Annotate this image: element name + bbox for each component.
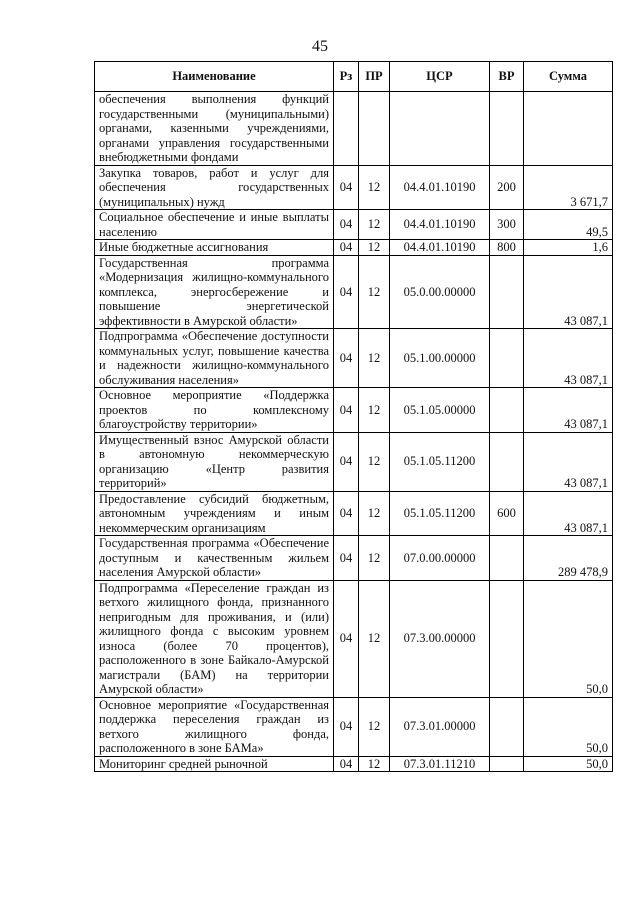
cell-rz: 04 bbox=[334, 491, 359, 536]
column-header-vr: ВР bbox=[490, 62, 524, 92]
table-row bbox=[95, 697, 613, 756]
cell-name: Государственная программа «Обеспечение доступным и качественным жильем населения Амурской области» bbox=[95, 536, 334, 581]
cell-name: Подпрограмма «Переселение граждан из ветхого жилищного фонда, признанного непригодным для проживания, и (или) жилищного фонда с высоким уровнем износа (более 70 процентов), расположенного в зоне Байкало-Амурской магистрали (БАМ) на территории Амурской области» bbox=[95, 580, 334, 697]
cell-vr: 800 bbox=[490, 240, 524, 256]
cell-rz: 04 bbox=[334, 580, 359, 697]
column-header-rz: Рз bbox=[334, 62, 359, 92]
table-row bbox=[95, 165, 613, 210]
cell-csr: 04.4.01.10190 bbox=[390, 240, 490, 256]
cell-sum: 43 087,1 bbox=[524, 491, 613, 536]
cell-vr bbox=[490, 388, 524, 433]
cell-name: Мониторинг средней рыночной bbox=[95, 756, 334, 772]
cell-pr: 12 bbox=[359, 210, 390, 240]
table-row bbox=[95, 536, 613, 581]
table-row bbox=[95, 210, 613, 240]
cell-csr: 07.3.01.11210 bbox=[390, 756, 490, 772]
table-row bbox=[95, 92, 613, 166]
cell-sum: 43 087,1 bbox=[524, 388, 613, 433]
cell-csr: 05.1.00.00000 bbox=[390, 329, 490, 388]
cell-rz: 04 bbox=[334, 756, 359, 772]
cell-vr bbox=[490, 697, 524, 756]
table-header-row bbox=[95, 62, 613, 92]
cell-pr: 12 bbox=[359, 388, 390, 433]
cell-sum: 43 087,1 bbox=[524, 255, 613, 329]
table-row bbox=[95, 240, 613, 256]
cell-sum: 43 087,1 bbox=[524, 329, 613, 388]
cell-csr: 04.4.01.10190 bbox=[390, 165, 490, 210]
column-header-csr: ЦСР bbox=[390, 62, 490, 92]
cell-name: Государственная программа «Модернизация жилищно-коммунального комплекса, энергосбережение и повышение энергетической эффективности в Амурской области» bbox=[95, 255, 334, 329]
cell-vr bbox=[490, 536, 524, 581]
cell-csr: 05.1.05.11200 bbox=[390, 432, 490, 491]
cell-pr: 12 bbox=[359, 240, 390, 256]
cell-csr: 07.0.00.00000 bbox=[390, 536, 490, 581]
cell-pr: 12 bbox=[359, 580, 390, 697]
cell-pr: 12 bbox=[359, 536, 390, 581]
cell-vr bbox=[490, 432, 524, 491]
cell-sum: 1,6 bbox=[524, 240, 613, 256]
cell-vr bbox=[490, 329, 524, 388]
cell-vr bbox=[490, 580, 524, 697]
cell-rz: 04 bbox=[334, 255, 359, 329]
cell-sum: 49,5 bbox=[524, 210, 613, 240]
cell-vr: 200 bbox=[490, 165, 524, 210]
cell-name: Иные бюджетные ассигнования bbox=[95, 240, 334, 256]
cell-sum: 289 478,9 bbox=[524, 536, 613, 581]
budget-table bbox=[94, 61, 613, 772]
cell-vr: 300 bbox=[490, 210, 524, 240]
cell-name: обеспечения выполнения функций государственными (муниципальными) органами, казенными учреждениями, органами управления государственными внебюджетными фондами bbox=[95, 92, 334, 166]
cell-csr: 07.3.00.00000 bbox=[390, 580, 490, 697]
cell-rz: 04 bbox=[334, 432, 359, 491]
cell-rz bbox=[334, 92, 359, 166]
table-row bbox=[95, 580, 613, 697]
cell-rz: 04 bbox=[334, 240, 359, 256]
cell-pr: 12 bbox=[359, 329, 390, 388]
cell-name: Предоставление субсидий бюджетным, автономным учреждениям и иным некоммерческим организациям bbox=[95, 491, 334, 536]
cell-sum: 50,0 bbox=[524, 580, 613, 697]
cell-csr: 07.3.01.00000 bbox=[390, 697, 490, 756]
cell-sum: 50,0 bbox=[524, 697, 613, 756]
cell-rz: 04 bbox=[334, 388, 359, 433]
cell-sum: 43 087,1 bbox=[524, 432, 613, 491]
cell-vr: 600 bbox=[490, 491, 524, 536]
table-row bbox=[95, 432, 613, 491]
page-number: 45 bbox=[312, 38, 328, 55]
cell-vr bbox=[490, 255, 524, 329]
table-row bbox=[95, 388, 613, 433]
cell-name: Основное мероприятие «Государственная поддержка переселения граждан из ветхого жилищного фонда, расположенного в зоне БАМа» bbox=[95, 697, 334, 756]
cell-rz: 04 bbox=[334, 329, 359, 388]
cell-name: Подпрограмма «Обеспечение доступности коммунальных услуг, повышение качества и надежности жилищно-коммунального обслуживания населения» bbox=[95, 329, 334, 388]
cell-csr: 05.1.05.11200 bbox=[390, 491, 490, 536]
cell-name: Социальное обеспечение и иные выплаты населению bbox=[95, 210, 334, 240]
cell-vr bbox=[490, 756, 524, 772]
column-header-sum: Сумма bbox=[524, 62, 613, 92]
cell-pr: 12 bbox=[359, 756, 390, 772]
cell-csr bbox=[390, 92, 490, 166]
table-row bbox=[95, 255, 613, 329]
cell-pr bbox=[359, 92, 390, 166]
cell-pr: 12 bbox=[359, 255, 390, 329]
cell-pr: 12 bbox=[359, 165, 390, 210]
table-row bbox=[95, 491, 613, 536]
cell-pr: 12 bbox=[359, 491, 390, 536]
cell-rz: 04 bbox=[334, 165, 359, 210]
table-row bbox=[95, 756, 613, 772]
cell-csr: 05.0.00.00000 bbox=[390, 255, 490, 329]
cell-sum: 50,0 bbox=[524, 756, 613, 772]
cell-name: Закупка товаров, работ и услуг для обеспечения государственных (муниципальных) нужд bbox=[95, 165, 334, 210]
cell-name: Имущественный взнос Амурской области в автономную некоммерческую организацию «Центр развития территорий» bbox=[95, 432, 334, 491]
cell-pr: 12 bbox=[359, 697, 390, 756]
cell-sum: 3 671,7 bbox=[524, 165, 613, 210]
cell-name: Основное мероприятие «Поддержка проектов по комплексному благоустройству территории» bbox=[95, 388, 334, 433]
column-header-name: Наименование bbox=[95, 62, 334, 92]
cell-csr: 04.4.01.10190 bbox=[390, 210, 490, 240]
cell-csr: 05.1.05.00000 bbox=[390, 388, 490, 433]
cell-sum bbox=[524, 92, 613, 166]
table-row bbox=[95, 329, 613, 388]
cell-rz: 04 bbox=[334, 536, 359, 581]
cell-rz: 04 bbox=[334, 697, 359, 756]
cell-rz: 04 bbox=[334, 210, 359, 240]
cell-vr bbox=[490, 92, 524, 166]
cell-pr: 12 bbox=[359, 432, 390, 491]
column-header-pr: ПР bbox=[359, 62, 390, 92]
